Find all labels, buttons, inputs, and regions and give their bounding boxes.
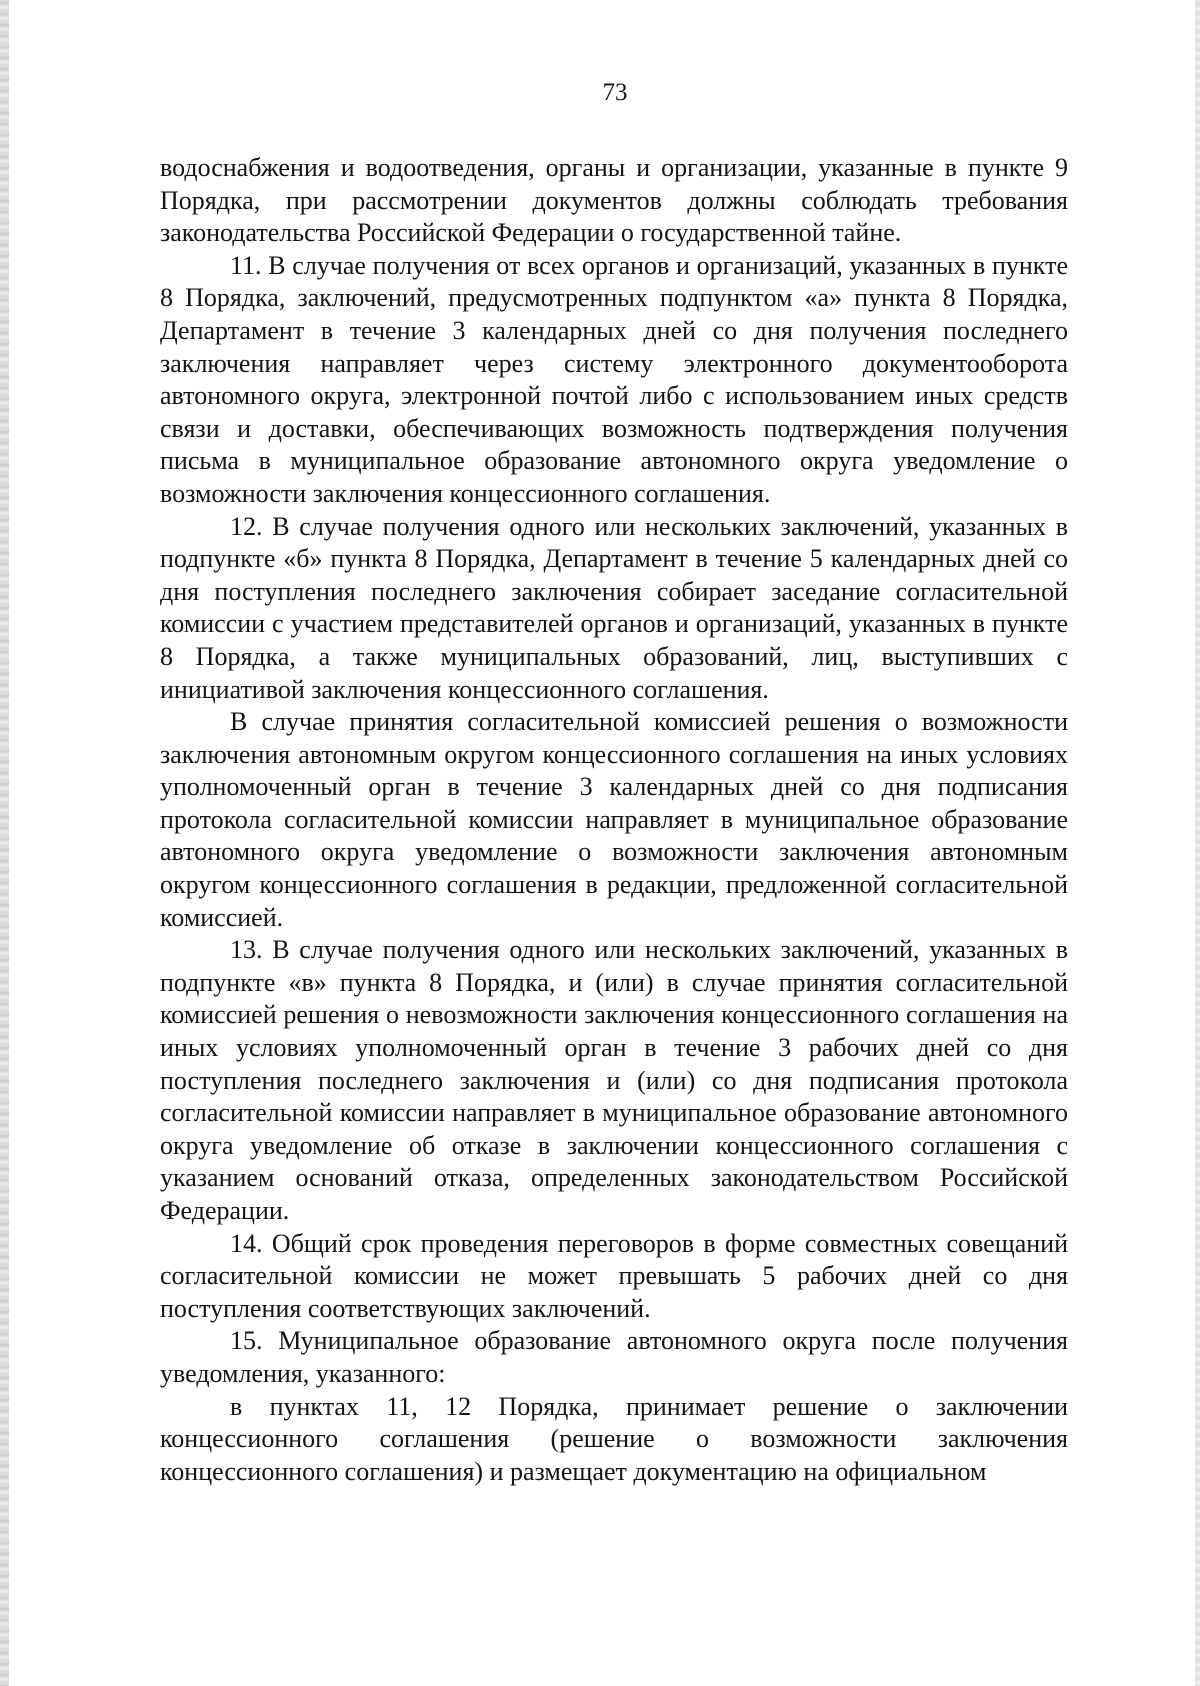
scan-edge-left <box>0 0 9 1686</box>
paragraph-item-12: 12. В случае получения одного или нескольких заключений, указанных в подпункте «б» пункта 8 Порядка, Департамент в течение 5 календарных дней со дня поступления последнего заключения собирает заседание согласительной комиссии с участием представителей органов и организаций, указанных в пункте 8 Порядка, а также муниципальных образований, лиц, выступивших с инициативой заключения концессионного соглашения. <box>160 511 1068 704</box>
paragraph-item-14: 14. Общий срок проведения переговоров в форме совместных совещаний согласительной комиссии не может превышать 5 рабочих дней со дня поступления соответствующих заключений. <box>160 1228 1068 1323</box>
paragraph-item-11: 11. В случае получения от всех органов и организаций, указанных в пункте 8 Порядка, заключений, предусмотренных подпунктом «а» пункта 8 Порядка, Департамент в течение 3 календарных дней со дня получения последнего заключения направляет через систему электронного документооборота автономного округа, электронной почтой либо с использованием иных средств связи и доставки, обеспечивающих возможность подтверждения получения письма в муниципальное образование автономного округа уведомление о возможности заключения концессионного соглашения. <box>160 250 1068 508</box>
paragraph-item-15: 15. Муниципальное образование автономного округа после получения уведомления, указанного: <box>160 1326 1068 1388</box>
page-number: 73 <box>602 79 628 106</box>
scan-edge-right <box>1195 0 1200 1686</box>
paragraph-item-15-subclause: в пунктах 11, 12 Порядка, принимает решение о заключении концессионного соглашения (решение о возможности заключения концессионного соглашения) и размещает документацию на официальном <box>160 1391 1068 1486</box>
paragraph-item-13: 13. В случае получения одного или нескольких заключений, указанных в подпункте «в» пункта 8 Порядка, и (или) в случае принятия согласительной комиссией решения о невозможности заключения концессионного соглашения на иных условиях уполномоченный орган в течение 3 рабочих дней со дня поступления последнего заключения и (или) со дня подписания протокола согласительной комиссии направляет в муниципальное образование автономного округа уведомление об отказе в заключении концессионного соглашения с указанием оснований отказа, определенных законодательством Российской Федерации. <box>160 935 1068 1225</box>
paragraph-continuation: водоснабжения и водоотведения, органы и организации, указанные в пункте 9 Порядка, при рассмотрении документов должны соблюдать требования законодательства Российской Федерации о государственной тайне. <box>160 153 1068 248</box>
document-body <box>160 152 1068 1488</box>
paragraph-item-12-continued: В случае принятия согласительной комиссией решения о возможности заключения автономным округом концессионного соглашения на иных условиях уполномоченный орган в течение 3 календарных дней со дня подписания протокола согласительной комиссии направляет в муниципальное образование автономного округа уведомление о возможности заключения автономным округом концессионного соглашения в редакции, предложенной согласительной комиссией. <box>160 707 1068 932</box>
